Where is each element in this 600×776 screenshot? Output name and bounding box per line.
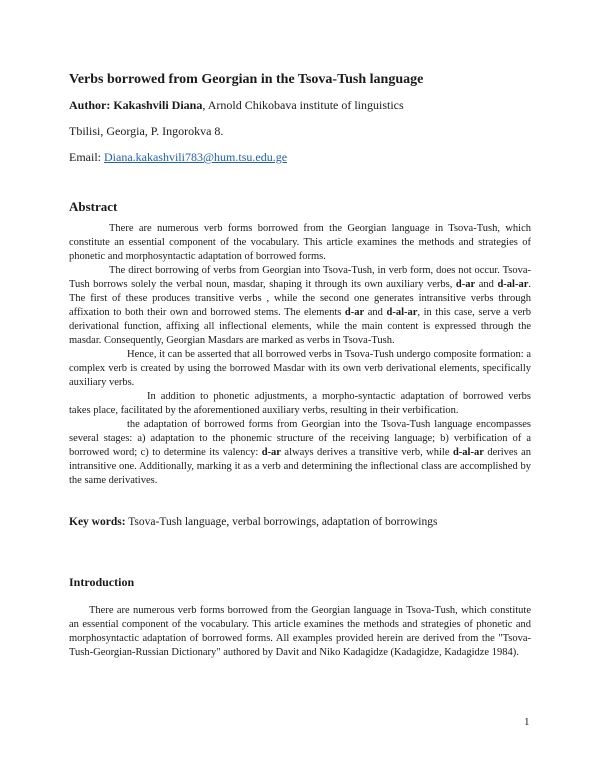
- abstract-paragraph-3: Hence, it can be asserted that all borrowed verbs in Tsova-Tush undergo composite formation: a complex verb is created by using the borrowed Masdar with its own verb derivational elements, specifically auxiliary verbs.: [69, 349, 531, 388]
- term-d-al-ar: d-al-ar: [452, 447, 484, 458]
- introduction-body: [69, 604, 531, 660]
- abstract-heading: Abstract: [69, 199, 118, 214]
- abstract-text: derives an intransitive one. Additionally, marking it as a verb and determining the inflectional class are accomplished by the same derivatives.: [69, 447, 532, 486]
- term-d-al-ar: d-al-ar: [386, 307, 418, 318]
- author-location: Tbilisi, Georgia, P. Ingorokva 8.: [69, 124, 224, 138]
- keywords-line: [69, 516, 531, 528]
- term-d-ar: d-ar: [261, 447, 281, 458]
- term-d-al-ar: d-al-ar: [497, 279, 529, 290]
- abstract-paragraph-1: There are numerous verb forms borrowed from the Georgian language in Tsova-Tush, which constitute an essential component of the vocabulary. This article examines the methods and strategies of phonetic and morphosyntactic adaptation of borrowed forms.: [69, 223, 531, 262]
- abstract-text: and: [364, 307, 387, 318]
- abstract-text: the adaptation of borrowed forms from Georgian into the Tsova-Tush language encompasses several stages: a) adaptation to the phonemic structure of the receiving language; b) verbification of a borrowed word; c) to determine its valency:: [69, 419, 531, 458]
- abstract-text: and: [475, 279, 498, 290]
- introduction-heading: Introduction: [69, 575, 135, 589]
- email-label: Email:: [69, 150, 104, 164]
- email-link[interactable]: Diana.kakashvili783@hum.tsu.edu.ge: [104, 150, 288, 164]
- page-number: 1: [524, 716, 530, 728]
- term-d-ar: d-ar: [455, 279, 476, 290]
- keywords-label: Key words:: [69, 516, 126, 528]
- abstract-paragraph-4: In addition to phonetic adjustments, a morpho-syntactic adaptation of borrowed verbs takes place, facilitated by the aforementioned auxiliary verbs, resulting in their verbification.: [69, 391, 531, 416]
- keywords-text: Tsova-Tush language, verbal borrowings, adaptation of borrowings: [125, 516, 438, 528]
- email-line: [69, 150, 531, 165]
- author-name: Author: Kakashvili Diana: [69, 98, 203, 112]
- abstract-text: always derives a transitive verb, while: [280, 447, 453, 458]
- introduction-paragraph-1: There are numerous verb forms borrowed from the Georgian language in Tsova-Tush, which constitute an essential component of the vocabulary. This article examines the methods and strategies of phonetic and morphosyntactic adaptation of borrowed forms. All examples provided herein are derived from the "Tsova-Tush-Georgian-Russian Dictionary" authored by Davit and Niko Kadagidze (Kadagidze, Kadagidze 1984).: [69, 605, 531, 658]
- abstract-paragraph-2: [69, 264, 531, 348]
- abstract-text: The direct borrowing of verbs from Georgian into Tsova-Tush, in verb form, does not occur. Tsova-Tush borrows solely the verbal noun, masdar, shaping it through its own auxiliary verbs,: [69, 265, 531, 290]
- author-affiliation: , Arnold Chikobava institute of linguistics: [202, 98, 404, 112]
- term-d-ar: d-ar: [344, 307, 365, 318]
- abstract-body: [69, 222, 531, 488]
- abstract-text: . The first of these produces transitive verbs , while the second one generates intransitive verbs through affixation to both their own and borrowed stems. The elements: [69, 279, 531, 318]
- author-line: [69, 98, 531, 113]
- abstract-text: , in this case, serve a verb derivational function, affixing all inflectional elements, while the main content is expressed through the masdar. Consequently, Georgian Masdars are marked as verbs in Tsova-Tush.: [69, 307, 531, 346]
- paper-title: Verbs borrowed from Georgian in the Tsova-Tush language: [69, 72, 424, 87]
- abstract-paragraph-5: [69, 418, 531, 488]
